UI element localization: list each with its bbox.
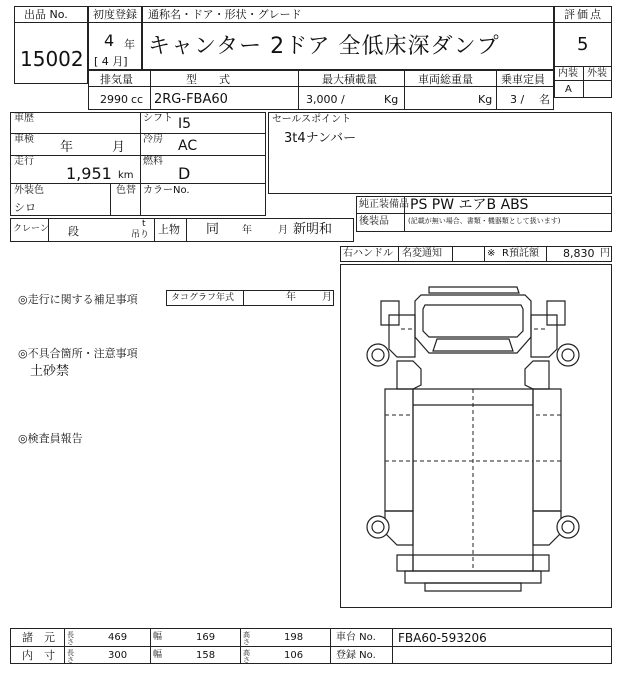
max-load-value: 3,000 / <box>306 93 345 106</box>
crane-label: クレーン <box>13 224 49 234</box>
recycle-mark: ※ <box>487 248 496 259</box>
outer-width-label: 幅 <box>153 632 163 642</box>
vehicle-name: キャンター 2ドア 全低床深ダンプ <box>148 34 500 59</box>
tacho-label: タコグラフ年式 <box>171 293 235 303</box>
name-change-label: 名変通知 <box>402 248 442 259</box>
aircon-label: 冷房 <box>143 134 163 145</box>
tacho-year-unit: 年 <box>286 292 296 303</box>
upper-body-type: 同 <box>206 222 220 237</box>
interior-label: 内装 <box>558 68 578 79</box>
exterior-label: 外装 <box>587 68 607 79</box>
outer-length-label: 長さ <box>67 631 74 646</box>
rating-value: 5 <box>577 34 589 55</box>
defects-value: 土砂禁 <box>30 364 70 379</box>
yen-unit: 円 <box>600 248 610 259</box>
inspection-month-unit: 月 <box>112 140 126 155</box>
color-label: 外装色 <box>14 185 44 196</box>
shift-value: I5 <box>178 116 192 132</box>
chassis-number: FBA60-593206 <box>398 631 487 645</box>
capacity-unit: 名 <box>539 93 550 106</box>
mileage-label: 走行 <box>14 156 34 167</box>
inspection-label: 車検 <box>14 134 34 145</box>
capacity-label: 乗車定員 <box>501 73 545 86</box>
model-label: 型 式 <box>186 73 230 86</box>
vehicle-name-label: 通称名・ドア・形状・グレード <box>148 8 302 21</box>
inner-length: 300 <box>108 650 128 661</box>
interior-grade: A <box>565 84 572 95</box>
aftermarket-label: 後装品 <box>359 216 389 227</box>
details-box <box>10 112 266 216</box>
displacement-label: 排気量 <box>100 73 133 86</box>
color-change-label: 色替 <box>116 185 136 196</box>
crane-stage-unit: 段 <box>68 225 79 238</box>
first-reg-year-unit: 年 <box>124 38 135 51</box>
inner-height: 106 <box>284 650 304 661</box>
history-label: 車歴 <box>14 113 34 124</box>
mileage-unit: km <box>118 170 134 181</box>
recycle-value: 8,830 <box>563 247 595 260</box>
inner-width-label: 幅 <box>153 650 163 660</box>
first-reg-label: 初度登録 <box>93 8 137 21</box>
lot-label: 出品 No. <box>24 8 68 21</box>
chassis-label: 車台 No. <box>336 632 376 643</box>
inspection-year-unit: 年 <box>60 140 74 155</box>
outer-height-label: 高さ <box>243 631 250 646</box>
fuel-label: 燃料 <box>143 156 163 167</box>
sales-point-value: 3t4ナンバー <box>284 131 357 146</box>
max-load-label: 最大積載量 <box>322 73 377 86</box>
inspector-report-label: ◎検査員報告 <box>18 432 83 445</box>
aftermarket-note: (記載が無い場合、書類・機器類として扱います) <box>408 217 561 225</box>
inner-height-label: 高さ <box>243 649 250 664</box>
outer-length: 469 <box>108 632 128 643</box>
truck-outline <box>341 265 611 607</box>
shift-label: シフト <box>143 113 173 124</box>
upper-year-unit: 年 <box>242 225 252 236</box>
recycle-label: R預託額 <box>502 248 539 259</box>
gross-weight-unit: Kg <box>478 93 493 106</box>
outer-width: 169 <box>196 632 216 643</box>
crane-hoist-unit: 吊り <box>131 230 150 240</box>
color-code-label: カラーNo. <box>143 185 190 196</box>
mileage-value: 1,951 <box>66 164 112 183</box>
truck-diagram <box>340 264 612 608</box>
defects-label: ◎不具合箇所・注意事項 <box>18 347 138 360</box>
lot-number: 15002 <box>20 47 84 71</box>
sales-point-label: セールスポイント <box>272 114 352 125</box>
capacity-value: 3 / <box>510 93 525 106</box>
factory-equip-label: 純正装備品 <box>359 199 409 210</box>
gross-weight-label: 車両総重量 <box>418 73 473 86</box>
color-value: シロ <box>14 201 36 214</box>
displacement-value: 2990 <box>100 93 128 106</box>
driving-notes-label: ◎走行に関する補足事項 <box>18 293 138 306</box>
crane-ton-unit: t <box>142 219 146 229</box>
max-load-unit: Kg <box>384 93 399 106</box>
displacement-unit: cc <box>131 93 144 106</box>
rating-label: 評価点 <box>564 8 603 21</box>
aircon-value: AC <box>178 138 198 154</box>
first-reg-month: [ 4 月] <box>94 55 128 68</box>
tacho-month-unit: 月 <box>322 292 332 303</box>
factory-equip-value: PS PW エアB ABS <box>410 197 529 213</box>
upper-body-maker: 新明和 <box>293 222 333 237</box>
inner-dim-label: 内 寸 <box>22 649 55 662</box>
registration-label: 登録 No. <box>336 650 376 661</box>
rhd-label: 右ハンドル <box>343 248 393 259</box>
first-reg-year: 4 <box>104 31 115 50</box>
inner-width: 158 <box>196 650 216 661</box>
fuel-value: D <box>178 164 191 183</box>
upper-month-unit: 月 <box>278 225 288 236</box>
inner-length-label: 長さ <box>67 649 74 664</box>
outer-height: 198 <box>284 632 304 643</box>
model-value: 2RG-FBA60 <box>154 92 228 107</box>
upper-body-label: 上物 <box>158 223 180 236</box>
outer-dim-label: 諸 元 <box>22 631 55 644</box>
